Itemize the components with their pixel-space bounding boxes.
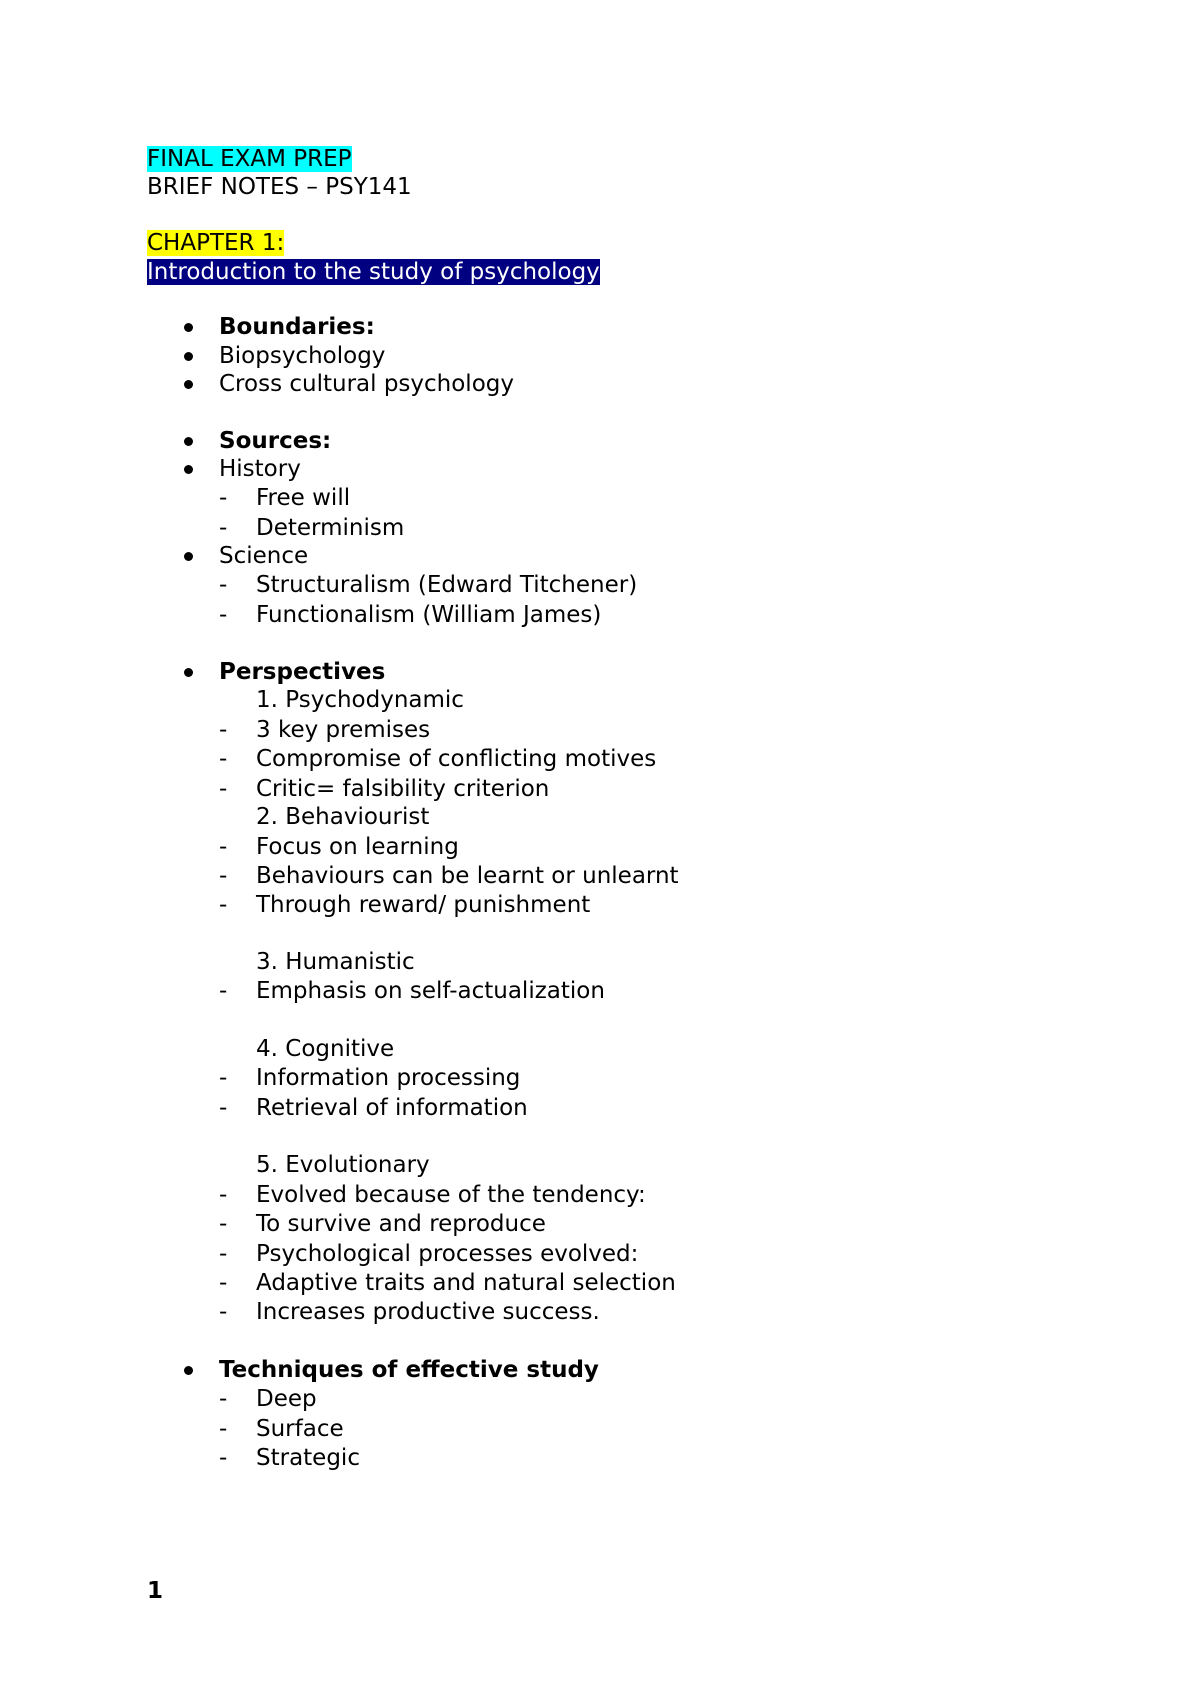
dash-marker: - (219, 1386, 228, 1412)
list-item: Information processing (256, 1065, 521, 1091)
dash-marker: - (219, 515, 228, 541)
list-item: Evolved because of the tendency: (256, 1182, 646, 1208)
bullet-icon (184, 668, 193, 677)
list-item: Retrieval of information (256, 1095, 528, 1121)
perspective-title: 3. Humanistic (256, 949, 415, 975)
dash-marker: - (219, 1299, 228, 1325)
boundaries-heading: Boundaries: (219, 314, 375, 340)
dash-marker: - (219, 892, 228, 918)
document-title (147, 145, 352, 173)
page-number: 1 (147, 1578, 164, 1604)
dash-marker: - (219, 1211, 228, 1237)
bullet-icon (184, 465, 193, 474)
dash-marker: - (219, 1095, 228, 1121)
bullet-icon (184, 437, 193, 446)
list-item: Emphasis on self-actualization (256, 978, 605, 1004)
list-item: Surface (256, 1416, 344, 1442)
bullet-icon (184, 323, 193, 332)
dash-marker: - (219, 863, 228, 889)
list-item: Critic= falsibility criterion (256, 776, 550, 802)
dash-marker: - (219, 978, 228, 1004)
perspective-title: 1. Psychodynamic (256, 687, 464, 713)
list-item: Functionalism (William James) (256, 602, 602, 628)
sources-science-label: Science (219, 543, 309, 569)
techniques-heading: Techniques of effective study (219, 1357, 599, 1383)
dash-marker: - (219, 572, 228, 598)
list-item: Structuralism (Edward Titchener) (256, 572, 638, 598)
dash-marker: - (219, 1241, 228, 1267)
perspectives-heading: Perspectives (219, 659, 386, 685)
boundaries-item: Cross cultural psychology (219, 371, 514, 397)
dash-marker: - (219, 1182, 228, 1208)
document-subtitle: BRIEF NOTES – PSY141 (147, 174, 412, 200)
list-item: Increases productive success. (256, 1299, 600, 1325)
dash-marker: - (219, 834, 228, 860)
bullet-icon (184, 552, 193, 561)
list-item: Adaptive traits and natural selection (256, 1270, 676, 1296)
list-item: Behaviours can be learnt or unlearnt (256, 863, 679, 889)
list-item: Psychological processes evolved: (256, 1241, 639, 1267)
list-item: Through reward/ punishment (256, 892, 591, 918)
perspective-title: 4. Cognitive (256, 1036, 395, 1062)
dash-marker: - (219, 717, 228, 743)
dash-marker: - (219, 1445, 228, 1471)
sources-history-label: History (219, 456, 301, 482)
list-item: Free will (256, 485, 351, 511)
title-highlight: FINAL EXAM PREP (147, 146, 352, 172)
bullet-icon (184, 380, 193, 389)
list-item: Deep (256, 1386, 317, 1412)
boundaries-item: Biopsychology (219, 343, 386, 369)
dash-marker: - (219, 1270, 228, 1296)
list-item: Compromise of conflicting motives (256, 746, 657, 772)
list-item: Determinism (256, 515, 405, 541)
bullet-icon (184, 352, 193, 361)
dash-marker: - (219, 602, 228, 628)
bullet-icon (184, 1366, 193, 1375)
list-item: 3 key premises (256, 717, 431, 743)
sources-heading: Sources: (219, 428, 332, 454)
chapter-label (147, 229, 284, 257)
dash-marker: - (219, 776, 228, 802)
dash-marker: - (219, 1065, 228, 1091)
perspective-title: 2. Behaviourist (256, 804, 430, 830)
chapter-title-highlight: Introduction to the study of psychology (147, 259, 600, 285)
dash-marker: - (219, 485, 228, 511)
chapter-title (147, 258, 600, 286)
perspective-title: 5. Evolutionary (256, 1152, 430, 1178)
list-item: Focus on learning (256, 834, 459, 860)
chapter-label-highlight: CHAPTER 1: (147, 230, 285, 256)
list-item: To survive and reproduce (256, 1211, 546, 1237)
dash-marker: - (219, 746, 228, 772)
list-item: Strategic (256, 1445, 360, 1471)
dash-marker: - (219, 1416, 228, 1442)
